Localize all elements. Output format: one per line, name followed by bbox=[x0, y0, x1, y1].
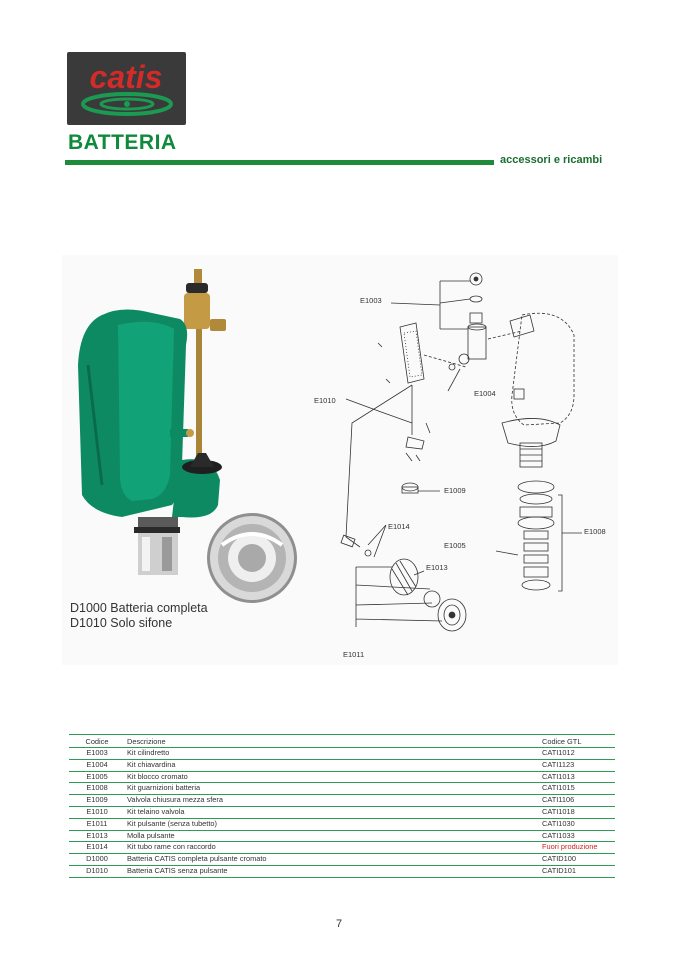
cell-code: E1008 bbox=[69, 783, 125, 795]
cell-gtl: CATI1030 bbox=[539, 818, 615, 830]
catis-logo bbox=[67, 52, 186, 125]
cell-code: D1010 bbox=[69, 865, 125, 877]
label-e1004: E1004 bbox=[474, 389, 496, 398]
table-row bbox=[69, 759, 615, 771]
label-e1013: E1013 bbox=[426, 563, 448, 572]
cell-code: E1009 bbox=[69, 795, 125, 807]
cell-code: E1013 bbox=[69, 830, 125, 842]
cell-code: E1004 bbox=[69, 759, 125, 771]
cell-gtl: CATID101 bbox=[539, 865, 615, 877]
cell-gtl: CATI1012 bbox=[539, 748, 615, 760]
chrome-button-photo bbox=[207, 513, 297, 603]
cell-description: Kit tubo rame con raccordo bbox=[125, 842, 539, 854]
table-row bbox=[69, 771, 615, 783]
label-e1010: E1010 bbox=[314, 396, 336, 405]
cell-gtl: CATID100 bbox=[539, 854, 615, 866]
cell-description: Batteria CATIS completa pulsante cromato bbox=[125, 854, 539, 866]
cell-gtl: CATI1033 bbox=[539, 830, 615, 842]
label-e1014: E1014 bbox=[388, 522, 410, 531]
table-row bbox=[69, 783, 615, 795]
table-row bbox=[69, 748, 615, 760]
table-row bbox=[69, 818, 615, 830]
cell-description: Kit blocco cromato bbox=[125, 771, 539, 783]
cell-description: Kit cilindretto bbox=[125, 748, 539, 760]
table-row bbox=[69, 795, 615, 807]
label-e1003: E1003 bbox=[360, 296, 382, 305]
cell-gtl: CATI1013 bbox=[539, 771, 615, 783]
cell-description: Molla pulsante bbox=[125, 830, 539, 842]
cell-code: E1010 bbox=[69, 806, 125, 818]
table-row bbox=[69, 806, 615, 818]
cell-description: Kit telaino valvola bbox=[125, 806, 539, 818]
table-row bbox=[69, 854, 615, 866]
catis-logo-graphic bbox=[67, 52, 186, 125]
label-e1009: E1009 bbox=[444, 486, 466, 495]
cell-code: E1011 bbox=[69, 818, 125, 830]
page-number: 7 bbox=[335, 918, 343, 930]
table-row bbox=[69, 865, 615, 877]
logo-wordmark: catis bbox=[89, 59, 163, 95]
cell-gtl-discontinued: Fuori produzione bbox=[539, 842, 615, 854]
cell-description: Kit chiavardina bbox=[125, 759, 539, 771]
header-rule bbox=[65, 160, 494, 165]
label-e1005: E1005 bbox=[444, 541, 466, 550]
cell-code: E1005 bbox=[69, 771, 125, 783]
cell-gtl: CATI1018 bbox=[539, 806, 615, 818]
label-e1011: E1011 bbox=[343, 650, 365, 659]
page-subtitle: accessori e ricambi bbox=[500, 154, 603, 166]
table-header-row bbox=[69, 735, 615, 748]
cell-description: Valvola chiusura mezza sfera bbox=[125, 795, 539, 807]
caption-complete: D1000 Batteria completa bbox=[70, 601, 208, 615]
table-row bbox=[69, 830, 615, 842]
cell-code: D1000 bbox=[69, 854, 125, 866]
cell-gtl: CATI1123 bbox=[539, 759, 615, 771]
col-header-description: Descrizione bbox=[125, 735, 539, 748]
page-title: BATTERIA bbox=[68, 131, 177, 154]
parts-table bbox=[69, 734, 615, 878]
logo-swirl-dot bbox=[124, 101, 130, 107]
cell-description: Batteria CATIS senza pulsante bbox=[125, 865, 539, 877]
cell-code: E1003 bbox=[69, 748, 125, 760]
col-header-gtl: Codice GTL bbox=[539, 735, 615, 748]
table-row bbox=[69, 842, 615, 854]
cell-gtl: CATI1106 bbox=[539, 795, 615, 807]
cell-gtl: CATI1015 bbox=[539, 783, 615, 795]
col-header-code: Codice bbox=[69, 735, 125, 748]
cell-description: Kit guarnizioni batteria bbox=[125, 783, 539, 795]
label-e1008: E1008 bbox=[584, 527, 606, 536]
cell-code: E1014 bbox=[69, 842, 125, 854]
cell-description: Kit pulsante (senza tubetto) bbox=[125, 818, 539, 830]
caption-siphon: D1010 Solo sifone bbox=[70, 616, 173, 630]
